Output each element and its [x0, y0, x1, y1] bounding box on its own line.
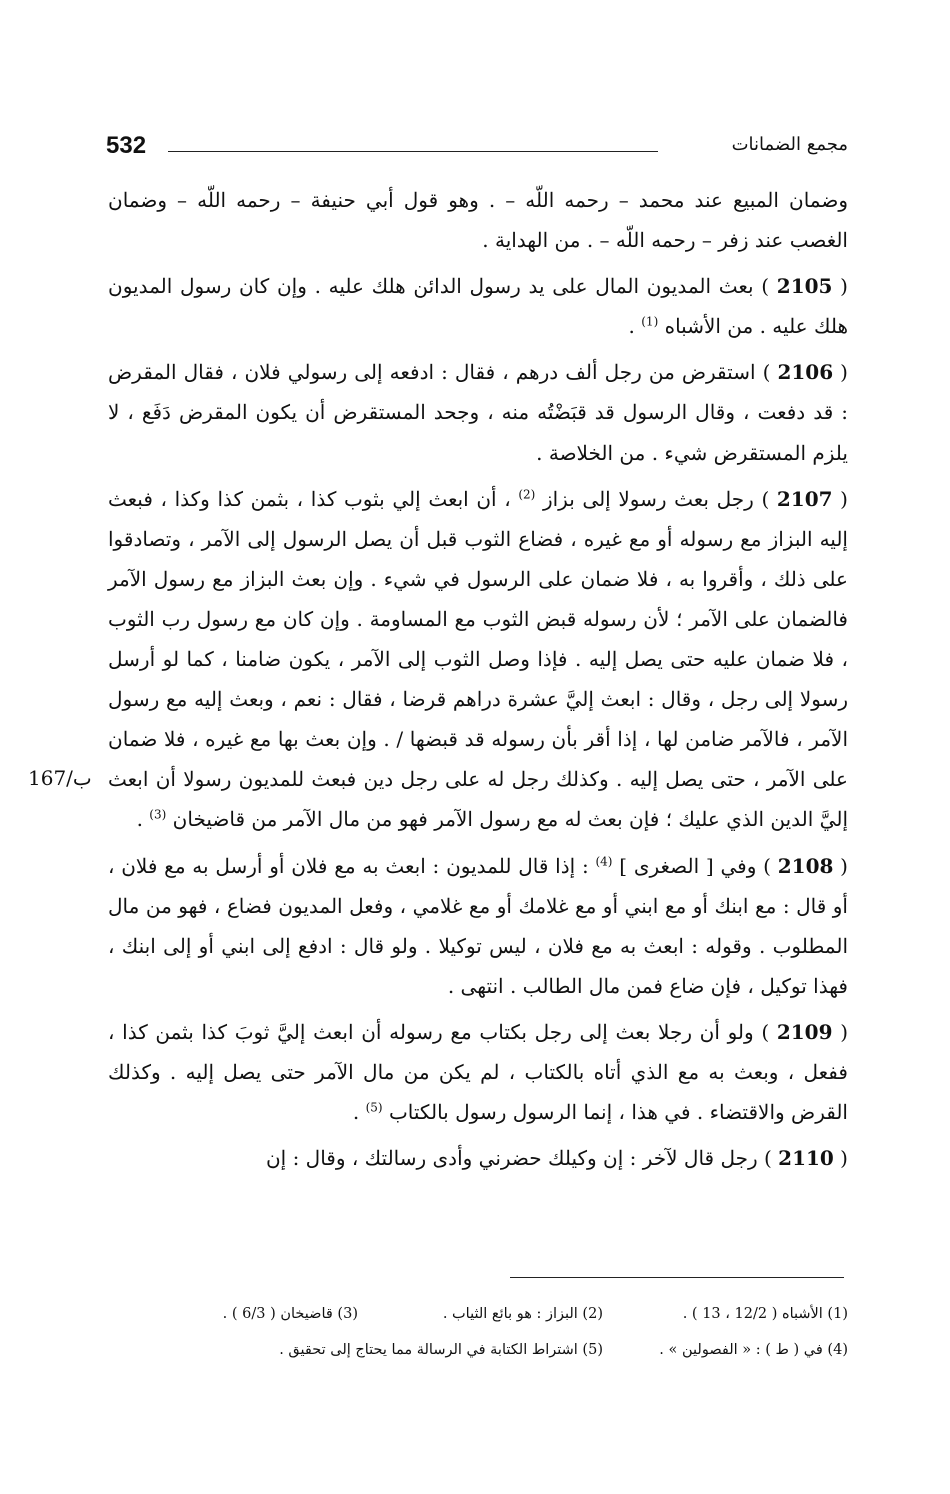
paragraph: ( 2108 ) وفي [ الصغرى ] $^{(4)}$ : إذا قال للمديون : ابعث به مع فلان أو أرسل به مع فلان ، أو قال : مع ابنك أو مع ابني أو مع غلامك أو مع غلامي ، وفعل المديون فضاع ، فهو من مال المطلوب . وقوله : ابعث به مع فلان ، ليس توكيلا . ولو قال : ادفع إلى ابني أو إلى ابنك ، فهذا توكيل ، فإن ضاع فمن مال الطالب . انتهى .: [108, 853, 848, 998]
folio-margin-note: 167/ب: [28, 766, 92, 790]
main-text: [108, 180, 848, 1178]
footnote-ref: (1): [641, 314, 659, 329]
paragraph-text: رجل قال لآخر : إن وكيلك حضرني وأدى رسالتك ، وقال : إن: [265, 1146, 758, 1171]
footnote: (3) قاضيخان ( 6/3 ) .: [222, 1306, 358, 1322]
footnotes: [106, 1296, 848, 1368]
page-number: 532: [106, 132, 147, 159]
paragraph: ( 2106 ) استقرض من رجل ألف درهم ، فقال : ادفعه إلى رسولي فلان ، فقال المقرض : قد دفعت ، وقال الرسول قد قبَضْتُه منه ، وجحد المستقرض أن يكون المقرض دَفَع ، لا يلزم المستقرض شيء . من الخلاصة .: [108, 360, 848, 465]
running-title: مجمع الضمانات: [731, 134, 848, 155]
footnote-ref: (5): [365, 1100, 383, 1115]
paragraph-tail: .: [352, 1100, 366, 1125]
paragraph-tail: : إذا قال للمديون : ابعث به مع فلان أو أرسل به مع فلان ، أو قال : مع ابنك أو مع ابني أو مع غلامك أو مع غلامي ، وفعل المديون فضاع ، فهو من مال المطلوب . وقوله : ابعث به مع فلان ، ليس توكيلا . ولو قال : ادفع إلى ابني أو إلى ابنك ، فهذا توكيل ، فإن ضاع فمن مال الطالب . انتهى .: [108, 853, 848, 998]
footnote-ref: (2): [518, 487, 536, 501]
footnote: (5) اشتراط الكتابة في الرسالة مما يحتاج إلى تحقيق .: [279, 1342, 603, 1358]
footnote-rule: [510, 1277, 844, 1278]
footnote: (4) في ( ط ) : « الفصولين » .: [659, 1342, 848, 1358]
footnote-ref: (3): [149, 807, 167, 822]
entry-number: 2110: [778, 1146, 834, 1171]
entry-number: 2109: [776, 1019, 833, 1044]
entry-number: 2106: [777, 360, 834, 385]
paragraph: ( 2109 ) ولو أن رجلا بعث إلى رجل بكتاب مع رسوله أن ابعث إليَّ ثوبَ كذا بثمن كذا ، ففعل ، وبعث به مع الذي أتاه بالكتاب ، لم يكن من مال الآمر حتى يصل إليه . وكذلك القرض والاقتضاء . في هذا ، إنما الرسول رسول بالكتاب $^{(5)}$ .: [108, 1019, 848, 1125]
paragraph: ( 2105 ) بعث المديون المال على يد رسول الدائن هلك عليه . وإن كان رسول المديون هلك عليه . من الأشباه $^{(1)}$ .: [108, 274, 848, 339]
paragraph-text: بعث المديون المال على يد رسول الدائن هلك عليه . وإن كان رسول المديون هلك عليه . من الأشباه: [108, 274, 848, 339]
paragraph-text: وضمان المبيع عند محمد – رحمه اللّه – . وهو قول أبي حنيفة – رحمه اللّه – وضمان الغصب عند زفر – رحمه اللّه – . من الهداية .: [108, 188, 848, 253]
paragraph-tail: ، أن ابعث إلي بثوب كذا ، بثمن كذا وكذا ، فبعث إليه البزاز مع رسوله أو مع غيره ، فضاع الثوب قبل أن يصل الرسول إلى الآمر ، وتصادقوا على ذلك ، وأقروا به ، فلا ضمان على الرسول في شيء . وإن بعث البزاز مع رسول الآمر فالضمان على الآمر ؛ لأن رسوله قبض الثوب مع المساومة . وإن كان مع رسول رب الثوب ، فلا ضمان عليه حتى يصل إليه . فإذا وصل الثوب إلى الآمر ، يكون ضامنا ، كما لو أرسل رسولا إلى رجل ، وقال : ابعث إليَّ عشرة دراهم قرضا ، فقال : نعم ، وبعث إليه مع رسول الآمر ، فالآمر ضامن لها ، إذا أقر بأن رسوله قد قبضها / . وإن بعث بها مع غيره ، فلا ضمان على الآمر ، حتى يصل إليه . وكذلك رجل له على رجل دين فبعث للمديون رسولا أن ابعث إليَّ الدين الذي عليك ؛ فإن بعث له مع رسول الآمر فهو من مال الآمر من قاضيخان: [108, 486, 848, 832]
entry-number: 2107: [776, 486, 833, 511]
entry-number: 2108: [777, 853, 834, 878]
header-rule: [168, 151, 658, 152]
paragraph-text: استقرض من رجل ألف درهم ، فقال : ادفعه إلى رسولي فلان ، فقال المقرض : قد دفعت ، وقال الرسول قد قبَضْتُه منه ، وجحد المستقرض أن يكون المقرض دَفَع ، لا يلزم المستقرض شيء . من الخلاصة .: [108, 360, 848, 465]
paragraph-text: وفي [ الصغرى ]: [619, 853, 757, 878]
footnote-row: [106, 1296, 848, 1332]
paragraph-text: ولو أن رجلا بعث إلى رجل بكتاب مع رسوله أن ابعث إليَّ ثوبَ كذا بثمن كذا ، ففعل ، وبعث به مع الذي أتاه بالكتاب ، لم يكن من مال الآمر حتى يصل إليه . وكذلك القرض والاقتضاء . في هذا ، إنما الرسول رسول بالكتاب: [108, 1019, 848, 1125]
paragraph: ( 2107 ) رجل بعث رسولا إلى بزاز $^{(2)}$ ، أن ابعث إلي بثوب كذا ، بثمن كذا وكذا ، فبعث إليه البزاز مع رسوله أو مع غيره ، فضاع الثوب قبل أن يصل الرسول إلى الآمر ، وتصادقوا على ذلك ، وأقروا به ، فلا ضمان على الرسول في شيء . وإن بعث البزاز مع رسول الآمر فالضمان على الآمر ؛ لأن رسوله قبض الثوب مع المساومة . وإن كان مع رسول رب الثوب ، فلا ضمان عليه حتى يصل إليه . فإذا وصل الثوب إلى الآمر ، يكون ضامنا ، كما لو أرسل رسولا إلى رجل ، وقال : ابعث إليَّ عشرة دراهم قرضا ، فقال : نعم ، وبعث إليه مع رسول الآمر ، فالآمر ضامن لها ، إذا أقر بأن رسوله قد قبضها / . وإن بعث بها مع غيره ، فلا ضمان على الآمر ، حتى يصل إليه . وكذلك رجل له على رجل دين فبعث للمديون رسولا أن ابعث إليَّ الدين الذي عليك ؛ فإن بعث له مع رسول الآمر فهو من مال الآمر من قاضيخان $^{(3)}$ .: [108, 486, 848, 832]
page-header: [106, 128, 848, 168]
footnote-row: [106, 1332, 848, 1368]
footnote: (1) الأشباه ( 12/2 ، 13 ) .: [682, 1306, 848, 1322]
footnote: (2) البزاز : هو بائع الثياب .: [442, 1306, 603, 1322]
paragraph: [108, 180, 848, 260]
footnote-ref: (4): [595, 853, 613, 868]
paragraph-tail: .: [136, 807, 150, 832]
paragraph-text: رجل بعث رسولا إلى بزاز: [542, 486, 754, 511]
paragraph-tail: .: [628, 314, 642, 339]
entry-number: 2105: [776, 274, 833, 299]
paragraph: ( 2110 ) رجل قال لآخر : إن وكيلك حضرني وأدى رسالتك ، وقال : إن: [265, 1146, 848, 1171]
